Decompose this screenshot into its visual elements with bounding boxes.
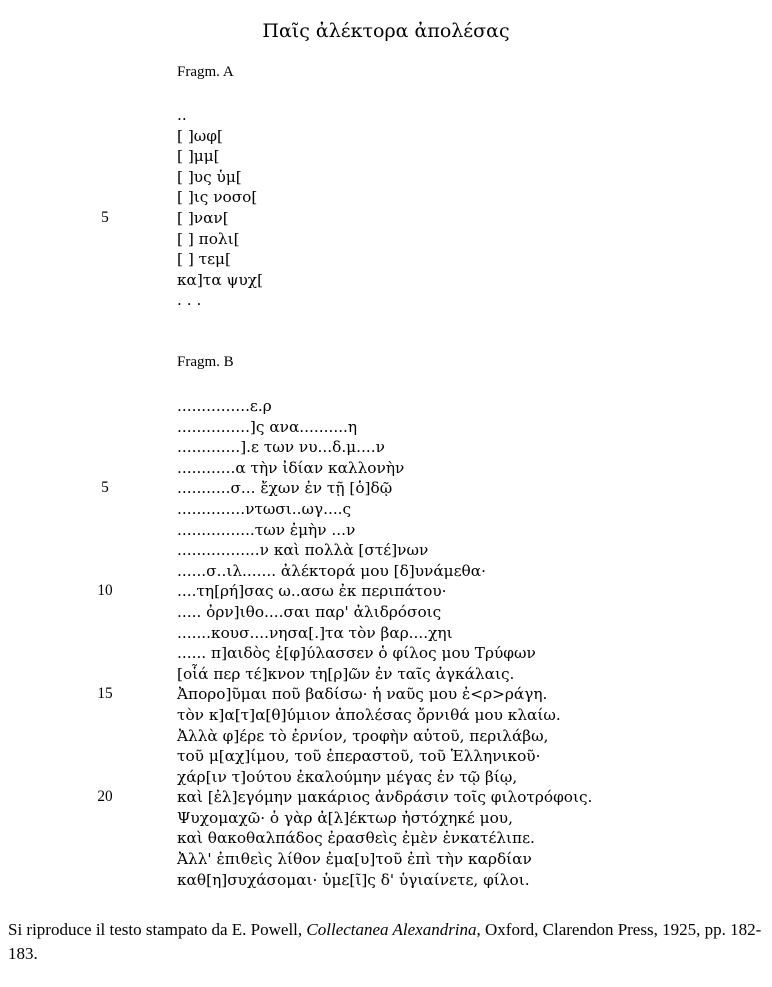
verse-line [0,726,772,747]
verse-line [0,684,772,705]
verse-line [0,290,772,311]
verse-text: Ἀλλ' ἐπιθεὶς λίθον ἐμα[υ]τοῦ ἐπὶ τὴν καρδίαν [177,850,532,869]
verse-text: [ ]ωφ[ [177,126,223,145]
fragment-a-lines [0,105,772,311]
verse-text: .......κουσ....νησα[.]τα τὸν βαρ....χηι [177,623,453,642]
verse-text: ..............ντωσι..ωγ....ς [177,499,352,518]
verse-line [0,270,772,291]
verse-line [0,229,772,250]
verse-text: .............].ε των νυ...δ.μ....ν [177,438,385,457]
verse-text: καθ[η]συχάσομαι· ὑμε[ῖ]ς δ' ὑγιαίνετε, φίλοι. [177,870,530,889]
verse-line [0,187,772,208]
verse-text: .................ν καὶ πολλὰ [στέ]νων [177,541,429,560]
verse-line [0,146,772,167]
fragment-b-label: Fragm. B [177,354,234,370]
verse-line [0,458,772,479]
verse-text: ...........σ... ἔχων ἐν τῇ [ὁ]δῷ [177,479,393,498]
verse-text: ...............]ς ανα..........η [177,417,358,436]
verse-text: ....τη[ρή]σας ω..ασω ἐκ περιπάτου· [177,582,447,601]
verse-line [0,808,772,829]
verse-line [0,499,772,520]
verse-line [0,746,772,767]
verse-line [0,705,772,726]
fragment-b-lines [0,396,772,890]
verse-line [0,208,772,229]
verse-line [0,870,772,891]
source-note-prefix: Si riproduce il testo stampato da E. Powell, [8,920,307,939]
verse-text: [οἷά περ τέ]κνον τη[ρ]ῶν ἐν ταῖς ἀγκάλαις. [177,664,515,683]
verse-text: .. [177,106,187,124]
verse-text: [ ]ναν[ [177,208,229,227]
verse-text: ............α τὴν ἰδίαν καλλονὴν [177,458,405,477]
verse-line [0,105,772,126]
line-number: 5 [101,208,109,226]
verse-line [0,787,772,808]
source-note [8,918,763,966]
verse-text: [ ]υς ὑμ[ [177,167,242,186]
verse-text: [ ]ις νοσο[ [177,188,258,207]
verse-text: [ ] πολι[ [177,229,240,248]
verse-line [0,520,772,541]
verse-text: χάρ[ιν τ]ούτου ἐκαλούμην μέγας ἐν τῷ βίῳ, [177,767,518,786]
source-book-title: Collectanea Alexandrina [306,920,477,939]
verse-line [0,540,772,561]
verse-line [0,396,772,417]
poem-title: Παῖς ἀλέκτορα ἀπολέσας [262,20,510,42]
source-note-suffix: , Oxford, Clarendon Press, 1925, pp. 182-183. [8,920,762,963]
line-number: 20 [97,788,113,806]
verse-text: ................των ἐμὴν ...ν [177,520,356,539]
verse-line [0,167,772,188]
verse-text: [ ] τεμ[ [177,250,231,269]
verse-text: τὸν κ]α[τ]α[θ]ύμιον ἀπολέσας ὄρνιθά μου κλαίω. [177,705,561,724]
line-number: 15 [97,685,113,703]
line-number: 10 [97,582,113,600]
verse-line [0,249,772,270]
verse-line [0,767,772,788]
verse-text: καὶ θακοθαλπάδος ἐρασθεὶς ἐμὲν ἐνκατέλιπε. [177,829,535,848]
verse-text: ...... π]αιδὸς ἐ[φ]ύλασσεν ὁ φίλος μου Τρύφων [177,644,536,663]
verse-line [0,828,772,849]
verse-line [0,623,772,644]
verse-line [0,602,772,623]
verse-line [0,581,772,602]
fragment-a-label: Fragm. A [177,64,234,80]
line-number: 5 [101,479,109,497]
verse-text: Ἀλλὰ φ]έρε τὸ ἐρνίον, τροφὴν αὐτοῦ, περιλάβω, [177,726,549,745]
verse-text: τοῦ μ[αχ]ίμου, τοῦ ἐπεραστοῦ, τοῦ Ἑλληνικοῦ· [177,747,541,766]
verse-text: Ψυχομαχῶ· ὁ γὰρ ἀ[λ]έκτωρ ἠστόχηκέ μου, [177,808,513,827]
verse-line [0,849,772,870]
verse-text: καὶ [ἐλ]εγόμην μακάριος ἀνδράσιν τοῖς φιλοτρόφοις. [177,788,593,807]
verse-line [0,561,772,582]
verse-line [0,126,772,147]
verse-text: ...............ε.ρ [177,397,272,415]
verse-line [0,664,772,685]
verse-line [0,643,772,664]
verse-text: . . . [177,291,202,310]
verse-text: κα]τα ψυχ[ [177,270,264,289]
verse-text: ..... ὀρν]ιθο....σαι παρ' ἀλιδρόσοις [177,602,442,621]
verse-text: Ἀπορο]ῦμαι ποῦ βαδίσω· ἡ ναῦς μου ἐ<ρ>ράγη. [177,685,548,704]
verse-line [0,437,772,458]
verse-text: [ ]μμ[ [177,147,220,166]
verse-text: ......σ..ιλ....... ἀλέκτορά μου [δ]υνάμεθα· [177,561,486,580]
verse-line [0,478,772,499]
verse-line [0,417,772,438]
